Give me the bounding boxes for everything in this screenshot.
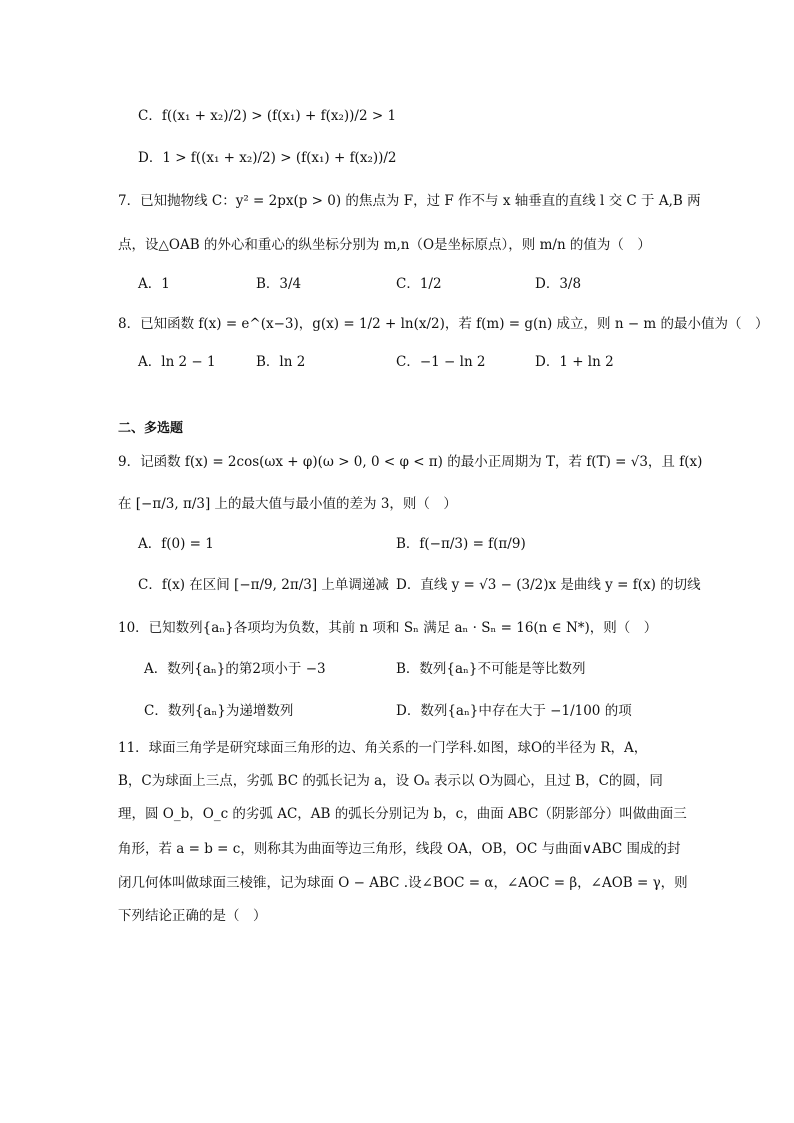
q7-option-d: D．3/8 — [535, 276, 582, 292]
q9-stem-line2: 在 [−π/3, π/3] 上的最大值与最小值的差为 3，则（ ） — [118, 496, 457, 512]
q11-stem-line6: 下列结论正确的是（ ） — [118, 908, 267, 924]
q7-option-c: C．1/2 — [396, 276, 442, 292]
q11-stem-line2: B，C为球面上三点，劣弧 BC 的弧长记为 a，设 Oₐ 表示以 O为圆心，且过 B，C的圆，同 — [118, 773, 663, 789]
q8-option-a: A．ln 2 − 1 — [138, 354, 216, 370]
q9-option-d: D．直线 y = √3 − (3/2)x 是曲线 y = f(x) 的切线 — [396, 577, 701, 593]
q7-option-a: A．1 — [138, 276, 170, 292]
q6-option-c: C．f((x₁ + x₂)/2) > (f(x₁) + f(x₂))/2 > 1 — [138, 108, 397, 124]
q11-stem-line1: 11．球面三角学是研究球面三角形的边、角关系的一门学科.如图，球O的半径为 R，A， — [118, 740, 648, 756]
q11-stem-line5: 闭几何体叫做球面三棱锥，记为球面 O − ABC .设∠BOC = α，∠AOC = β，∠AOB = γ，则 — [118, 875, 688, 891]
q8-option-b: B．ln 2 — [256, 354, 306, 370]
q10-option-c: C．数列{aₙ}为递增数列 — [144, 703, 294, 719]
q7-stem-line2: 点，设△OAB 的外心和重心的纵坐标分别为 m,n（O是坐标原点），则 m/n 的值为（ ） — [118, 237, 651, 253]
q8-option-d: D．1 + ln 2 — [535, 354, 614, 370]
q10-option-b: B．数列{aₙ}不可能是等比数列 — [396, 661, 586, 677]
q9-option-c: C．f(x) 在区间 [−π/9, 2π/3] 上单调递减 — [138, 577, 389, 593]
q8-option-c: C．−1 − ln 2 — [396, 354, 486, 370]
section-heading-multi-choice: 二、多选题 — [118, 421, 184, 436]
q7-option-b: B．3/4 — [256, 276, 302, 292]
q7-stem-line1: 7．已知抛物线 C：y² = 2px(p > 0) 的焦点为 F，过 F 作不与 x 轴垂直的直线 l 交 C 于 A,B 两 — [118, 193, 701, 209]
q8-stem: 8．已知函数 f(x) = e^(x−3)，g(x) = 1/2 + ln(x/2)，若 f(m) = g(n) 成立，则 n − m 的最小值为（ ） — [118, 316, 769, 332]
q10-stem: 10．已知数列{aₙ}各项均为负数，其前 n 项和 Sₙ 满足 aₙ · Sₙ = 16(n ∈ N*)，则（ ） — [118, 620, 658, 636]
q9-stem-line1: 9．记函数 f(x) = 2cos(ωx + φ)(ω > 0, 0 < φ < π) 的最小正周期为 T，若 f(T) = √3，且 f(x) — [118, 454, 703, 470]
q11-stem-line3: 理，圆 O_b，O_c 的劣弧 AC，AB 的弧长分别记为 b，c，曲面 ABC（阴影部分）叫做曲面三 — [118, 806, 687, 822]
q9-option-a: A．f(0) = 1 — [138, 536, 214, 552]
q10-option-d: D．数列{aₙ}中存在大于 −1/100 的项 — [396, 703, 632, 719]
q11-stem-line4: 角形，若 a = b = c，则称其为曲面等边三角形，线段 OA，OB，OC 与曲面∨ABC 围成的封 — [118, 841, 681, 857]
q9-option-b: B．f(−π/3) = f(π/9) — [396, 536, 526, 552]
q6-option-d: D．1 > f((x₁ + x₂)/2) > (f(x₁) + f(x₂))/2 — [138, 150, 397, 166]
q10-option-a: A．数列{aₙ}的第2项小于 −3 — [144, 661, 326, 677]
